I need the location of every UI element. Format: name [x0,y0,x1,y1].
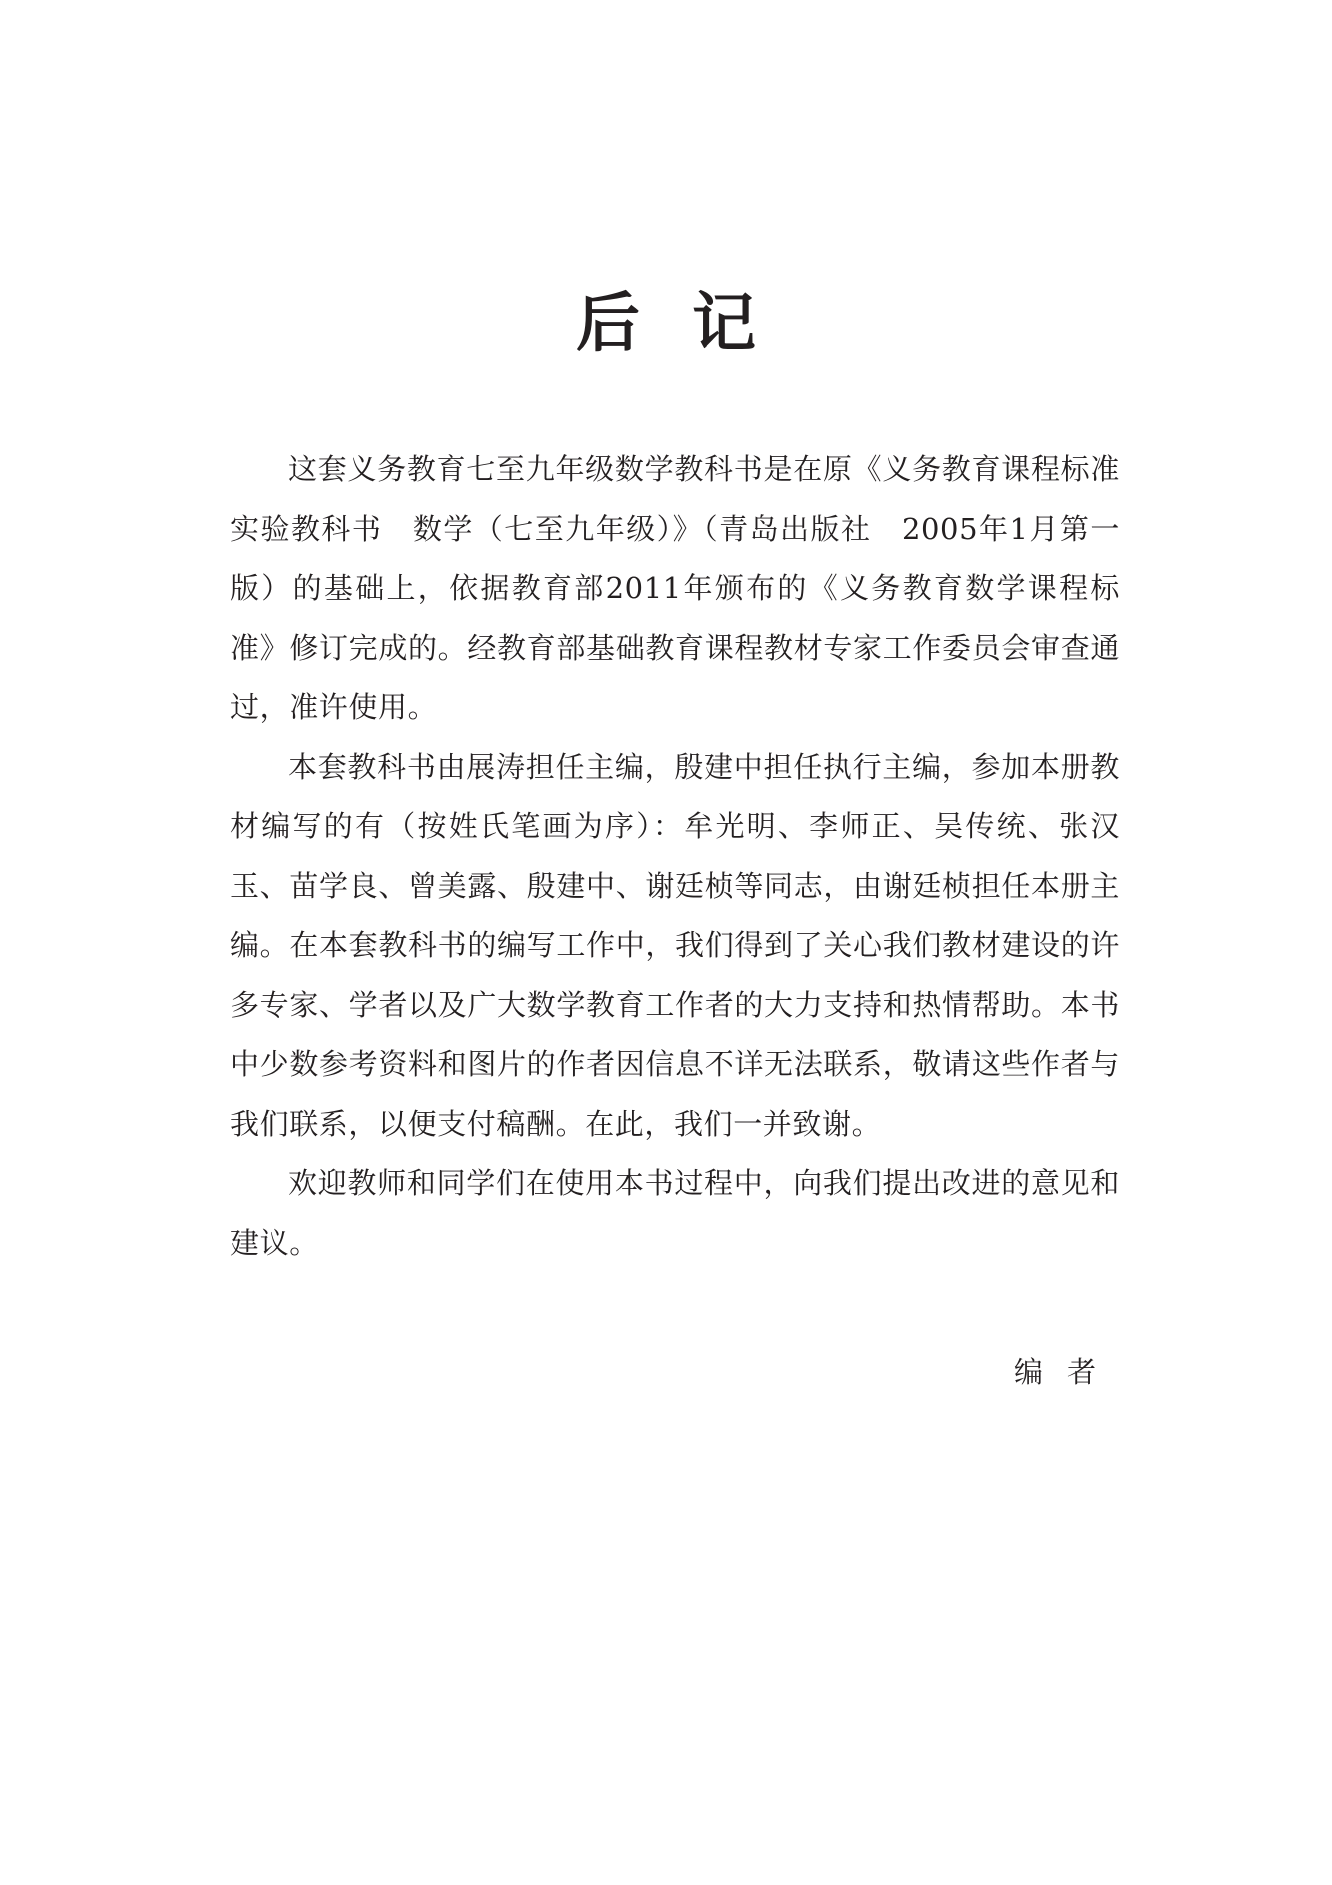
page-title: 后记 [576,286,808,361]
paragraph-1: 这套义务教育七至九年级数学教科书是在原《义务教育课程标准实验教科书 数学（七至九年级）》（青岛出版社 2005年1月第一版）的基础上，依据教育部2011年颁布的《义务教育数学课程标准》修订完成的。经教育部基础教育课程教材专家工作委员会审查通过，准许使用。 [230,452,1120,724]
paragraph-2: 本套教科书由展涛担任主编，殷建中担任执行主编，参加本册教材编写的有（按姓氏笔画为序）：牟光明、李师正、吴传统、张汉玉、苗学良、曾美露、殷建中、谢廷桢等同志，由谢廷桢担任本册主编。在本套教科书的编写工作中，我们得到了关心我们教材建设的许多专家、学者以及广大数学教育工作者的大力支持和热情帮助。本书中少数参考资料和图片的作者因信息不详无法联系，敬请这些作者与我们联系，以便支付稿酬。在此，我们一并致谢。 [230,749,1120,1141]
paragraph-3: 欢迎教师和同学们在使用本书过程中，向我们提出改进的意见和建议。 [230,1166,1120,1260]
signature: 编者 [1013,1355,1120,1389]
body-text [230,440,1120,1273]
